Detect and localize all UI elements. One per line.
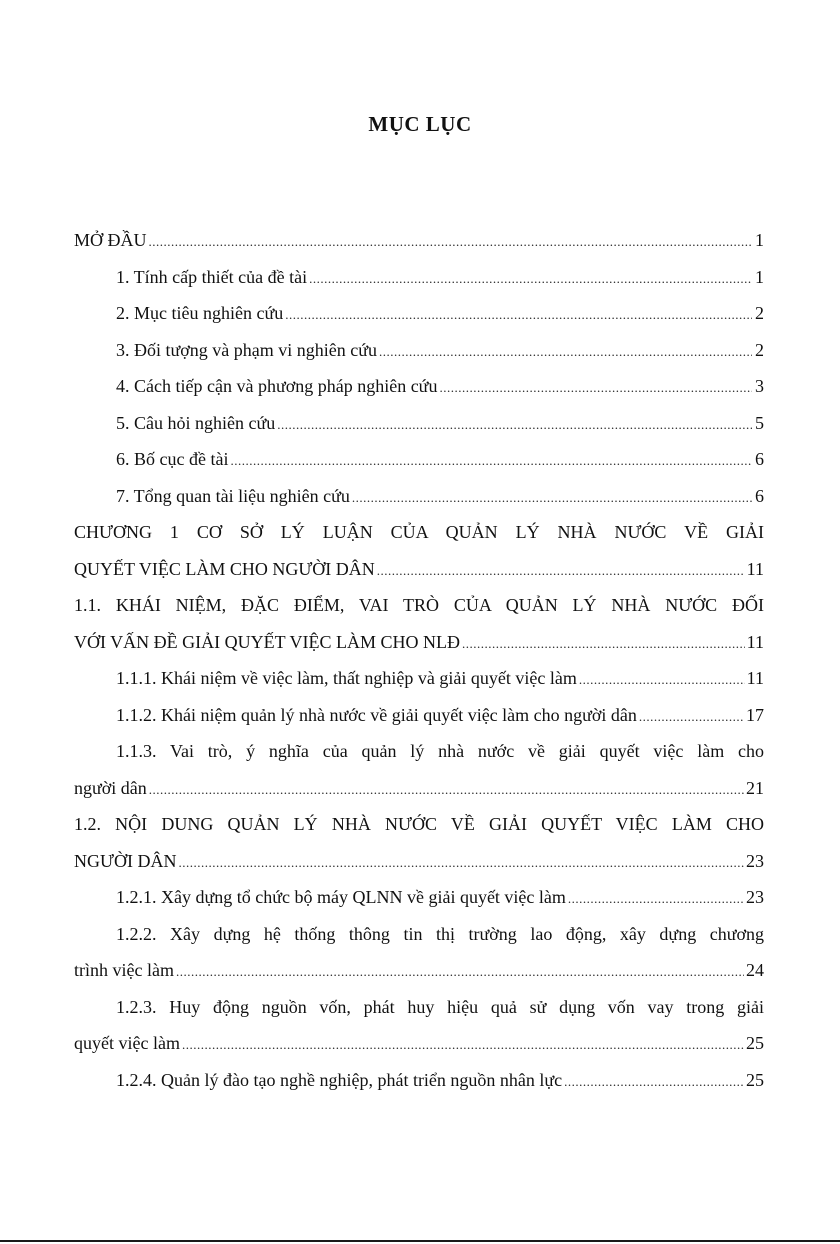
toc-page-number: 6 xyxy=(755,449,764,469)
toc-entry-text-line2: quyết việc làm xyxy=(74,1033,180,1053)
toc-entry xyxy=(74,697,764,734)
toc-page-number: 5 xyxy=(755,412,764,433)
toc-leader-dots xyxy=(564,1064,744,1101)
toc-page-number: 17 xyxy=(746,704,764,725)
toc-page-number: 25 xyxy=(746,1069,764,1090)
toc-page-number: 2 xyxy=(755,339,764,360)
toc-leader-dots xyxy=(182,1027,744,1064)
toc-entry-text-line2: QUYẾT VIỆC LÀM CHO NGƯỜI DÂN xyxy=(74,558,375,579)
toc-entry-text: 5. Câu hỏi nghiên cứu xyxy=(116,412,276,433)
toc-entry-text: 2. Mục tiêu nghiên cứu xyxy=(116,303,284,323)
toc-leader-dots xyxy=(309,261,752,298)
toc-entry-text: 1.1.1. Khái niệm về việc làm, thất nghiệp và giải quyết việc làm xyxy=(116,668,577,688)
toc-entry-text: 7. Tổng quan tài liệu nghiên cứu xyxy=(116,485,350,506)
toc-leader-dots xyxy=(178,845,744,882)
toc-entry-text-line1: 1.2.2. Xây dựng hệ thống thông tin thị trường lao động, xây dựng chương xyxy=(116,923,764,944)
toc-entry xyxy=(74,441,764,478)
toc-page-number: 24 xyxy=(746,960,764,980)
toc-leader-dots xyxy=(579,662,745,699)
toc-entry-text: 6. Bố cục đề tài xyxy=(116,449,229,469)
toc-entry-text-line2: VỚI VẤN ĐỀ GIẢI QUYẾT VIỆC LÀM CHO NLĐ xyxy=(74,631,460,652)
toc-page-number: 6 xyxy=(755,485,764,506)
toc-entry xyxy=(74,1062,764,1099)
toc-leader-dots xyxy=(639,699,744,736)
toc-entry-text-line2: NGƯỜI DÂN xyxy=(74,850,177,871)
toc-page-number: 21 xyxy=(746,777,764,798)
toc-entry-text: 1.2.1. Xây dựng tổ chức bộ máy QLNN về giải quyết việc làm xyxy=(116,887,566,907)
toc-entry xyxy=(74,770,764,807)
toc-leader-dots xyxy=(176,954,744,991)
toc-entry xyxy=(74,879,764,916)
toc-leader-dots xyxy=(568,881,744,918)
toc-entry-text-line2: người dân xyxy=(74,777,147,798)
toc-page-number: 1 xyxy=(755,230,764,250)
toc-entry-text: 3. Đối tượng và phạm vi nghiên cứu xyxy=(116,339,377,360)
toc-entry xyxy=(74,368,764,405)
toc-entry xyxy=(74,1025,764,1062)
toc-entry xyxy=(74,478,764,515)
toc-entry xyxy=(74,222,764,259)
toc-entry-text: 1.2.4. Quản lý đào tạo nghề nghiệp, phát triển nguồn nhân lực xyxy=(116,1069,563,1090)
toc-page-number: 2 xyxy=(755,303,764,323)
footer-rule xyxy=(0,1240,840,1242)
toc-entry-text: 4. Cách tiếp cận và phương pháp nghiên cứu xyxy=(116,376,438,396)
toc-page-number: 11 xyxy=(746,668,764,688)
toc-entry xyxy=(74,624,764,661)
toc-leader-dots xyxy=(277,407,752,444)
toc-entry xyxy=(74,295,764,332)
toc-entry xyxy=(74,660,764,697)
toc-entry xyxy=(74,551,764,588)
toc-leader-dots xyxy=(149,224,752,261)
toc-entry-text-line1: 1.2.3. Huy động nguồn vốn, phát huy hiệu quả sử dụng vốn vay trong giải xyxy=(116,996,764,1017)
toc-entry xyxy=(74,405,764,442)
toc-leader-dots xyxy=(352,480,752,517)
toc-leader-dots xyxy=(230,443,752,480)
toc-page-number: 11 xyxy=(746,631,764,652)
toc-entry xyxy=(74,843,764,880)
toc-leader-dots xyxy=(439,370,752,407)
toc-leader-dots xyxy=(377,553,745,590)
toc-page-number: 11 xyxy=(746,558,764,579)
toc-entry-text-line2: trình việc làm xyxy=(74,960,174,980)
toc-entry-text-line1: CHƯƠNG 1 CƠ SỞ LÝ LUẬN CỦA QUẢN LÝ NHÀ NƯỚC VỀ GIẢI xyxy=(74,522,764,542)
toc-entry-text-line1: 1.1. KHÁI NIỆM, ĐẶC ĐIỂM, VAI TRÒ CỦA QUẢN LÝ NHÀ NƯỚC ĐỐI xyxy=(74,595,764,615)
toc-entry xyxy=(74,332,764,369)
toc-leader-dots xyxy=(462,626,745,663)
table-of-contents xyxy=(74,222,764,1098)
toc-entry-text-line1: 1.2. NỘI DUNG QUẢN LÝ NHÀ NƯỚC VỀ GIẢI QUYẾT VIỆC LÀM CHO xyxy=(74,814,764,834)
toc-entry-text: 1. Tính cấp thiết của đề tài xyxy=(116,266,308,287)
toc-entry xyxy=(74,259,764,296)
toc-entry xyxy=(74,952,764,989)
toc-page-number: 25 xyxy=(746,1033,764,1053)
page-title: MỤC LỤC xyxy=(368,112,472,136)
toc-page-number: 23 xyxy=(746,887,764,907)
toc-leader-dots xyxy=(379,334,752,371)
toc-entry-text-line1: 1.1.3. Vai trò, ý nghĩa của quản lý nhà nước về giải quyết việc làm cho xyxy=(116,741,764,761)
toc-entry-text: 1.1.2. Khái niệm quản lý nhà nước về giải quyết việc làm cho người dân xyxy=(116,704,637,725)
toc-leader-dots xyxy=(149,772,744,809)
toc-page-number: 23 xyxy=(746,850,764,871)
toc-page-number: 3 xyxy=(755,376,764,396)
toc-entry-text: MỞ ĐẦU xyxy=(74,230,147,250)
toc-leader-dots xyxy=(285,297,752,334)
toc-page-number: 1 xyxy=(755,266,764,287)
